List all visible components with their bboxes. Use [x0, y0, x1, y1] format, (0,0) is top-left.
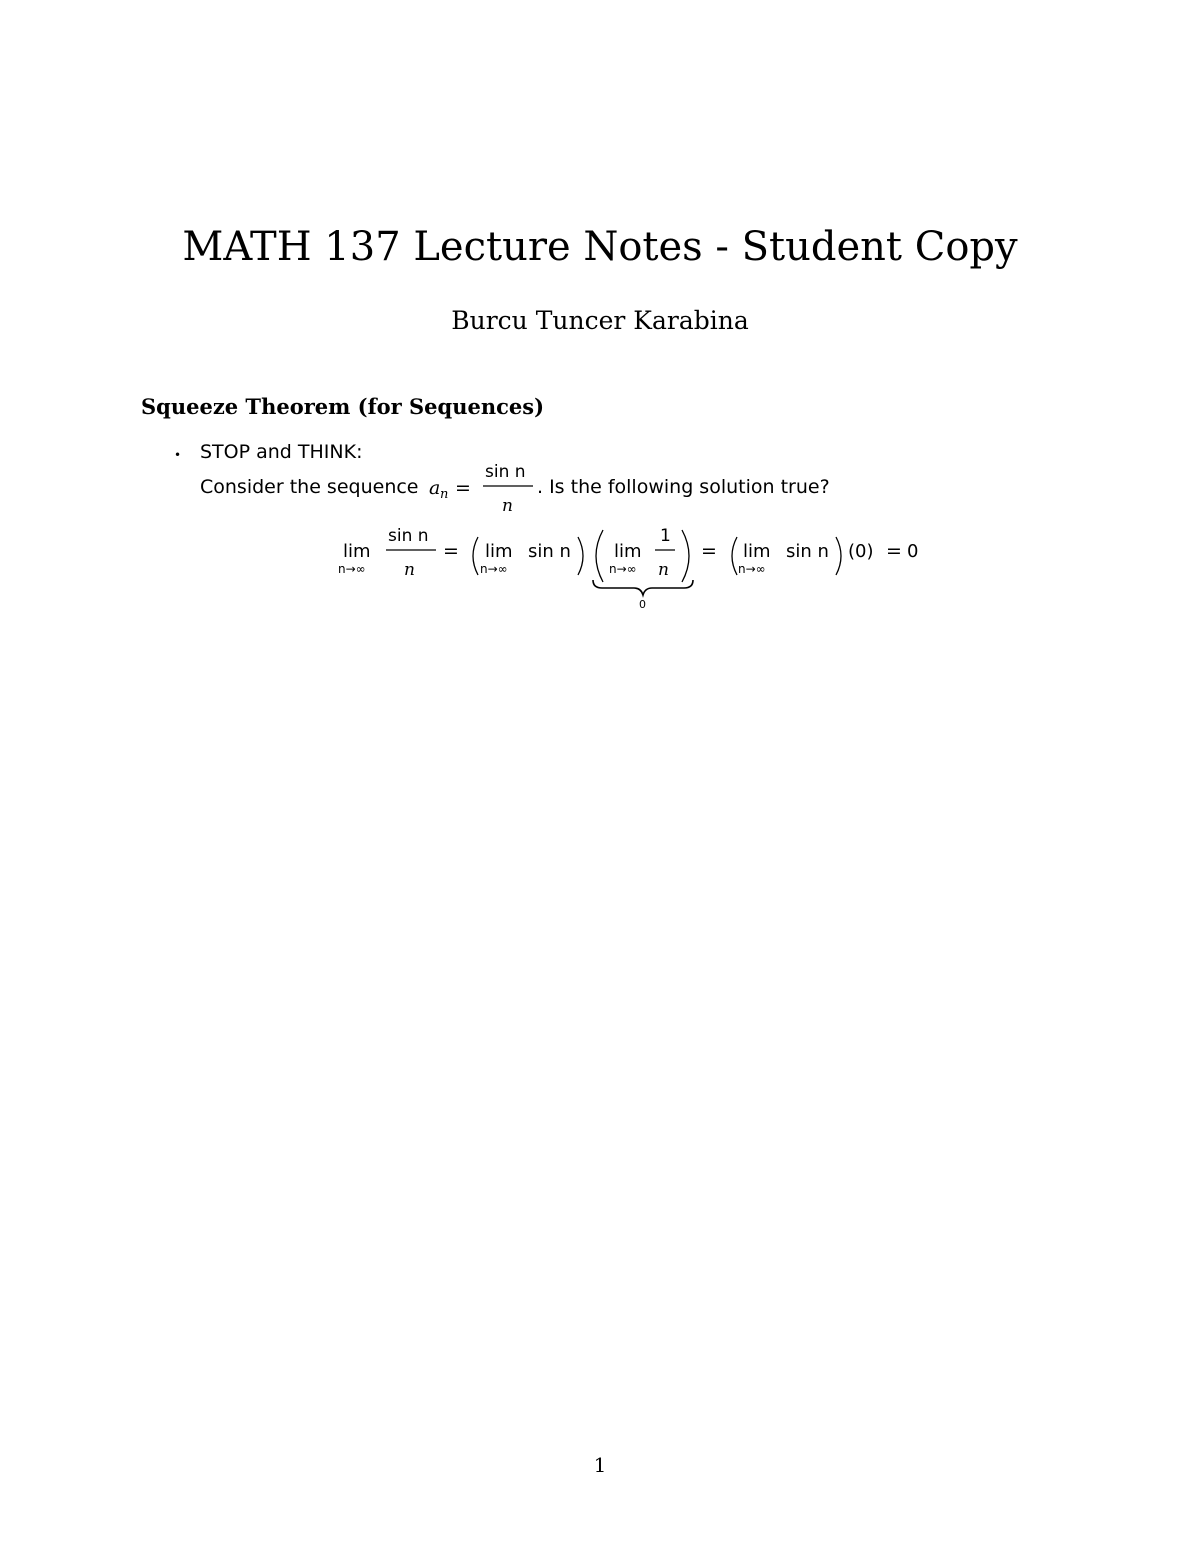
document-title: MATH 137 Lecture Notes - Student Copy [182, 224, 1018, 270]
result-zero: 0 [907, 541, 919, 562]
equals-sign: = [701, 540, 717, 562]
underbrace-label: 0 [639, 598, 646, 611]
sin-n-term: sin n [786, 541, 829, 562]
fraction-numerator: sin n [388, 526, 429, 546]
right-paren [836, 537, 841, 575]
fraction-denominator: n [658, 560, 669, 580]
display-equation [338, 526, 918, 611]
left-paren [596, 530, 603, 582]
left-paren [732, 537, 737, 575]
limit-subscript: n→∞ [480, 562, 508, 576]
fraction-numerator: sin n [485, 462, 526, 482]
sin-n-term: sin n [528, 541, 571, 562]
bullet-line-consider: Consider the sequence [200, 476, 419, 498]
bullet-line-question: . Is the following solution true? [537, 476, 830, 498]
author-name: Burcu Tuncer Karabina [451, 306, 749, 335]
fraction-denominator: n [502, 496, 513, 516]
limit-operator: lim [614, 541, 642, 562]
seq-subscript: n [440, 487, 449, 502]
fraction-numerator: 1 [660, 526, 671, 546]
page-number: 1 [593, 1453, 607, 1477]
equals-sign: = [443, 540, 459, 562]
zero-factor: (0) [848, 541, 874, 562]
right-paren [578, 537, 583, 575]
section-heading: Squeeze Theorem (for Sequences) [141, 394, 545, 419]
limit-subscript: n→∞ [738, 562, 766, 576]
limit-subscript: n→∞ [609, 562, 637, 576]
bullet-line-stop-think: STOP and THINK: [200, 441, 363, 463]
underbrace [593, 580, 693, 595]
seq-symbol: a [429, 477, 441, 499]
right-paren [682, 530, 689, 582]
limit-operator: lim [343, 541, 371, 562]
limit-operator: lim [743, 541, 771, 562]
equals-sign: = [886, 540, 902, 562]
left-paren [473, 537, 478, 575]
fraction-denominator: n [404, 560, 415, 580]
bullet-icon: • [174, 448, 182, 462]
equals-sign: = [455, 477, 471, 499]
limit-subscript: n→∞ [338, 562, 366, 576]
limit-operator: lim [485, 541, 513, 562]
sequence-definition [429, 462, 533, 516]
